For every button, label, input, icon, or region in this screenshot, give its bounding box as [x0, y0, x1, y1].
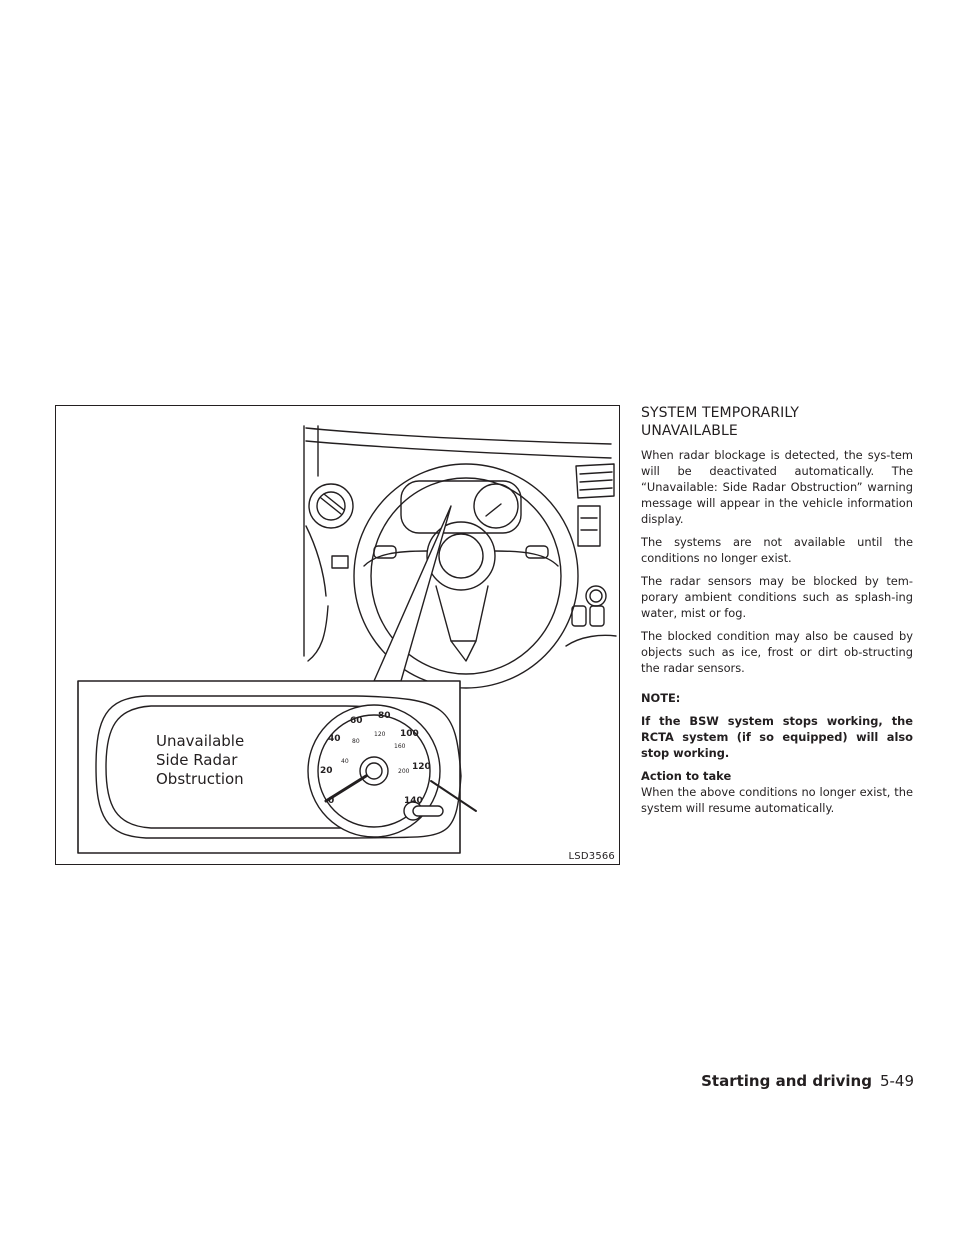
note-label: NOTE: — [641, 691, 681, 705]
section-content — [641, 404, 913, 823]
footer-section-title: Starting and driving — [701, 1072, 872, 1090]
message-line: Side Radar — [156, 751, 238, 769]
heading-line: SYSTEM TEMPORARILY — [641, 405, 800, 421]
tick-label: 0 — [328, 796, 335, 806]
tick-label: 40 — [328, 734, 341, 744]
tick-label: 20 — [320, 766, 333, 776]
note-text: If the BSW system stops working, the RCTA system (if so equipped) will also stop working. — [641, 714, 913, 760]
heading-line: UNAVAILABLE — [641, 423, 738, 439]
paragraph: The radar sensors may be blocked by tem-porary ambient conditions such as splash-ing water, mist or fog. — [641, 574, 913, 620]
action-text: When the above conditions no longer exist, the system will resume automatically. — [641, 785, 913, 815]
message-line: Obstruction — [156, 770, 244, 788]
tick-label: 100 — [400, 729, 419, 739]
tick-label: 80 — [378, 711, 391, 721]
section-heading — [641, 404, 913, 440]
message-line: Unavailable — [156, 732, 245, 750]
figure-code: LSD3566 — [568, 851, 615, 862]
tick-label: 60 — [350, 716, 363, 726]
paragraph: When radar blockage is detected, the sys-tem will be deactivated automatically. The “Unavailable: Side Radar Obstruction” warning message will appear in the vehicle information display. — [641, 448, 913, 526]
tick-label: 120 — [374, 731, 386, 738]
action-label: Action to take — [641, 769, 732, 783]
tick-label: 160 — [394, 743, 406, 750]
tick-label: 40 — [341, 758, 349, 765]
tick-label: 120 — [412, 762, 431, 772]
paragraph: The systems are not available until the conditions no longer exist. — [641, 535, 913, 565]
tick-label: 80 — [352, 738, 360, 745]
tick-label: 140 — [404, 796, 423, 806]
paragraph: The blocked condition may also be caused by objects such as ice, frost or dirt ob-structing the radar sensors. — [641, 629, 913, 675]
steering-wheel-illustration — [56, 406, 620, 865]
page-footer — [701, 1072, 914, 1090]
illustration-figure — [55, 405, 620, 865]
page-number: 5-49 — [879, 1072, 914, 1090]
tick-label: 200 — [398, 768, 410, 775]
display-warning-message — [156, 732, 316, 789]
